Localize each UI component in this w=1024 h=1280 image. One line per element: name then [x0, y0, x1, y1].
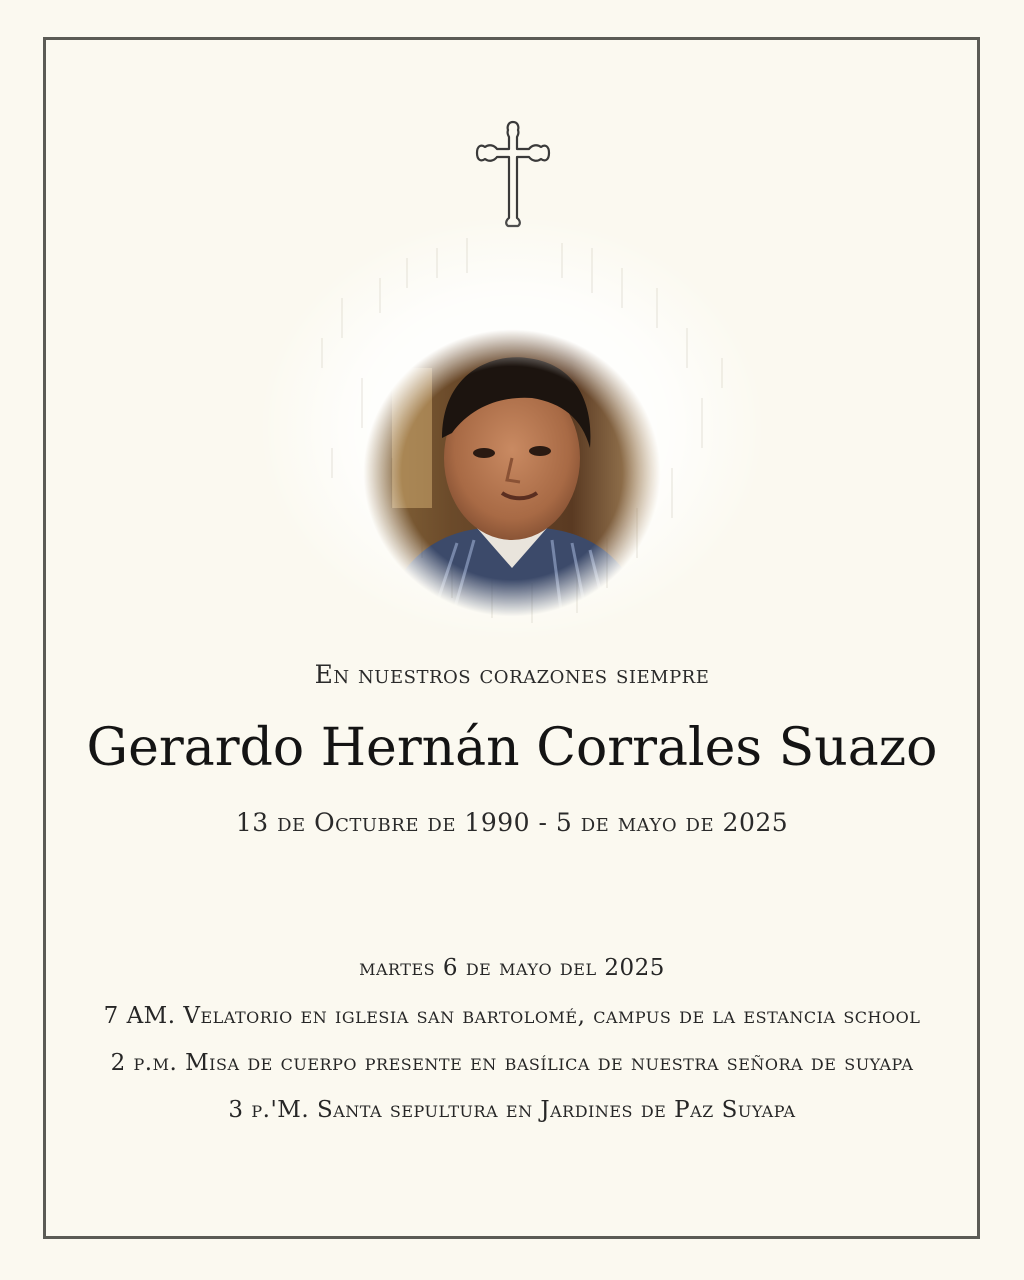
- service-day: martes 6 de mayo del 2025: [359, 955, 665, 981]
- service-event-mass: 2 p.m. Misa de cuerpo presente en basílica de nuestra señora de suyapa: [110, 1050, 914, 1076]
- tagline: En nuestros corazones siempre: [314, 660, 710, 689]
- portrait-photo: [362, 328, 662, 618]
- service-event-wake: 7 AM. Velatorio en iglesia san bartolomé, campus de la estancia school: [103, 1003, 921, 1029]
- life-dates: 13 de Octubre de 1990 - 5 de mayo de 2025: [235, 808, 789, 837]
- cross-icon: [472, 118, 554, 232]
- service-event-burial: 3 p.'M. Santa sepultura en Jardines de Paz Suyapa: [228, 1097, 796, 1123]
- deceased-name: Gerardo Hernán Corrales Suazo: [86, 718, 938, 778]
